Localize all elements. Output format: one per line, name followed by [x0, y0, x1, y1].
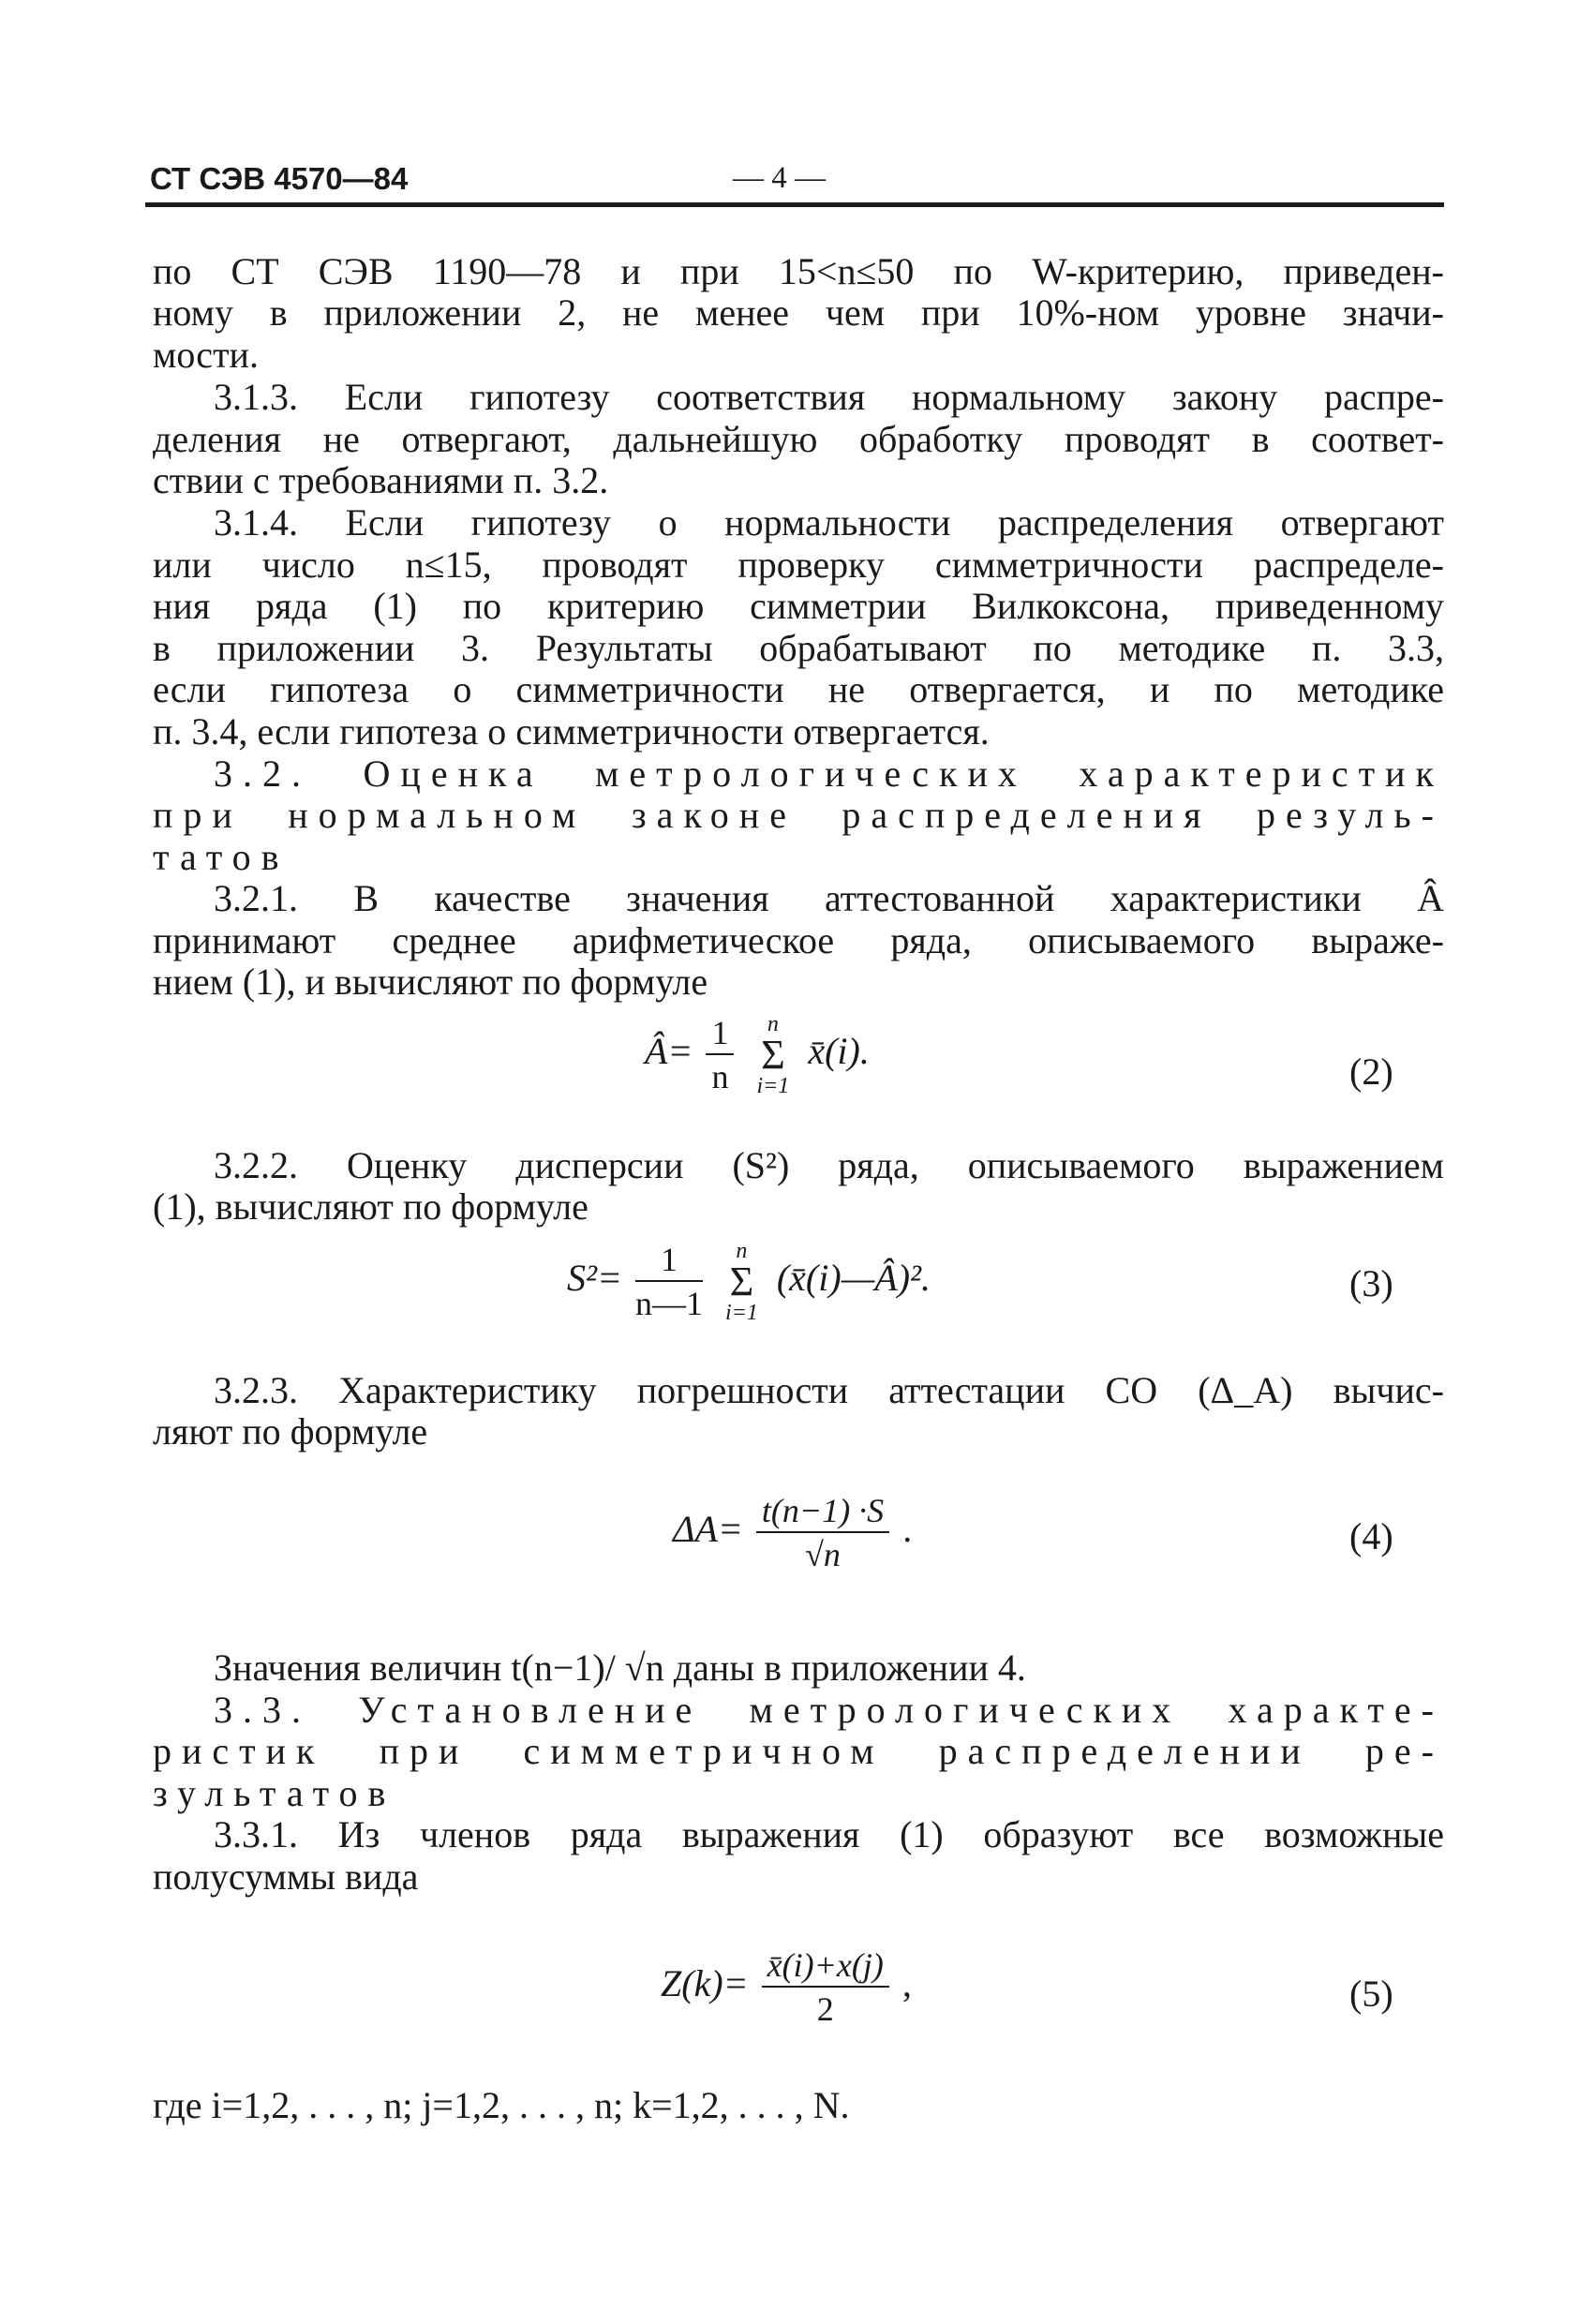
- formula-lhs: S²=: [567, 1257, 622, 1300]
- section-heading: зультатов: [153, 1772, 396, 1814]
- header-rule: [145, 202, 1444, 207]
- sum-sign: n Σ i=1: [724, 1239, 758, 1325]
- formula-term: (x̄(i)—Â)².: [776, 1257, 931, 1300]
- text-line: если гипотеза о симметричности не отвергается, и по методике: [153, 668, 1444, 710]
- equation-number: (3): [1349, 1262, 1393, 1304]
- text-line: ствии с требованиями п. 3.2.: [153, 459, 609, 501]
- section-heading: ристик при симметричном распределении ре-: [153, 1730, 1444, 1772]
- fraction: $\frac{x̄(i)+x(j)}{2}$: [762, 1944, 889, 2031]
- section-heading: татов: [153, 836, 290, 878]
- formula-5: [661, 1944, 912, 2031]
- page-number: — 4 —: [733, 161, 826, 195]
- text-line: принимают среднее арифметическое ряда, описываемого выраже-: [153, 919, 1444, 961]
- text-line: 3.2.1. В качестве значения аттестованной характеристики Â: [214, 877, 1444, 919]
- text-line: мости.: [153, 334, 259, 376]
- equation-number: (2): [1349, 1050, 1393, 1093]
- text-line: нием (1), и вычисляют по формуле: [153, 961, 708, 1003]
- formula-3: [567, 1239, 931, 1325]
- text-line: по СТ СЭВ 1190—78 и при 15<n≤50 по W-критерию, приведен-: [153, 250, 1444, 292]
- section-heading: 3.2. Оценка метрологических характеристик: [214, 752, 1444, 795]
- text-line: 3.1.3. Если гипотезу соответствия нормальному закону распре-: [214, 376, 1444, 418]
- text-line: где i=1,2, . . . , n; j=1,2, . . . , n; k=1,2, . . . , N.: [153, 2084, 850, 2126]
- equation-number: (4): [1349, 1515, 1393, 1557]
- formula-lhs: Â=: [645, 1030, 693, 1073]
- header-code: СТ СЭВ 4570—84: [150, 161, 409, 196]
- section-heading: при нормальном законе распределения резуль-: [153, 794, 1444, 836]
- formula-tail: .: [902, 1508, 913, 1551]
- formula-4: [673, 1490, 912, 1576]
- text-line: 3.1.4. Если гипотезу о нормальности распределения отвергают: [214, 501, 1444, 544]
- formula-2: [645, 1012, 870, 1098]
- fraction: $\frac{1}{n—1}$: [634, 1241, 703, 1322]
- fraction: $\frac{t(n-1) \cdot S}{√n}$: [756, 1490, 889, 1576]
- text-line: 3.2.2. Оценку дисперсии (S²) ряда, описываемого выражением: [214, 1144, 1444, 1186]
- equation-number: (5): [1349, 1973, 1393, 2015]
- text-line: ляют по формуле: [153, 1410, 428, 1452]
- text-line: Значения величин t(n−1)/ √n даны в приложении 4.: [214, 1646, 1026, 1689]
- section-heading: 3.3. Установление метрологических характе-: [214, 1689, 1444, 1731]
- text-line: 3.3.1. Из членов ряда выражения (1) образуют все возможные: [214, 1813, 1444, 1855]
- formula-term: x̄(i).: [808, 1030, 870, 1073]
- text-line: в приложении 3. Результаты обрабатывают по методике п. 3.3,: [153, 627, 1444, 669]
- sum-sign: n Σ i=1: [756, 1012, 790, 1098]
- formula-lhs: Z(k)=: [661, 1962, 749, 2005]
- text-line: полусуммы вида: [153, 1855, 419, 1898]
- text-line: (1), вычисляют по формуле: [153, 1185, 588, 1228]
- text-line: 3.2.3. Характеристику погрешности аттестации СО (Δ_A) вычис-: [214, 1369, 1444, 1411]
- formula-tail: ,: [901, 1962, 912, 2005]
- text-line: деления не отвергают, дальнейшую обработку проводят в соответ-: [153, 418, 1444, 460]
- text-line: ния ряда (1) по критерию симметрии Вилкоксона, приведенному: [153, 585, 1444, 627]
- formula-lhs: ΔA=: [673, 1508, 743, 1551]
- fraction: $\frac{1}{n}$: [706, 1012, 734, 1098]
- text-line: п. 3.4, если гипотеза о симметричности отвергается.: [153, 710, 990, 752]
- text-line: или число n≤15, проводят проверку симметричности распределе-: [153, 544, 1444, 586]
- text-line: ному в приложении 2, не менее чем при 10%-ном уровне значи-: [153, 291, 1444, 334]
